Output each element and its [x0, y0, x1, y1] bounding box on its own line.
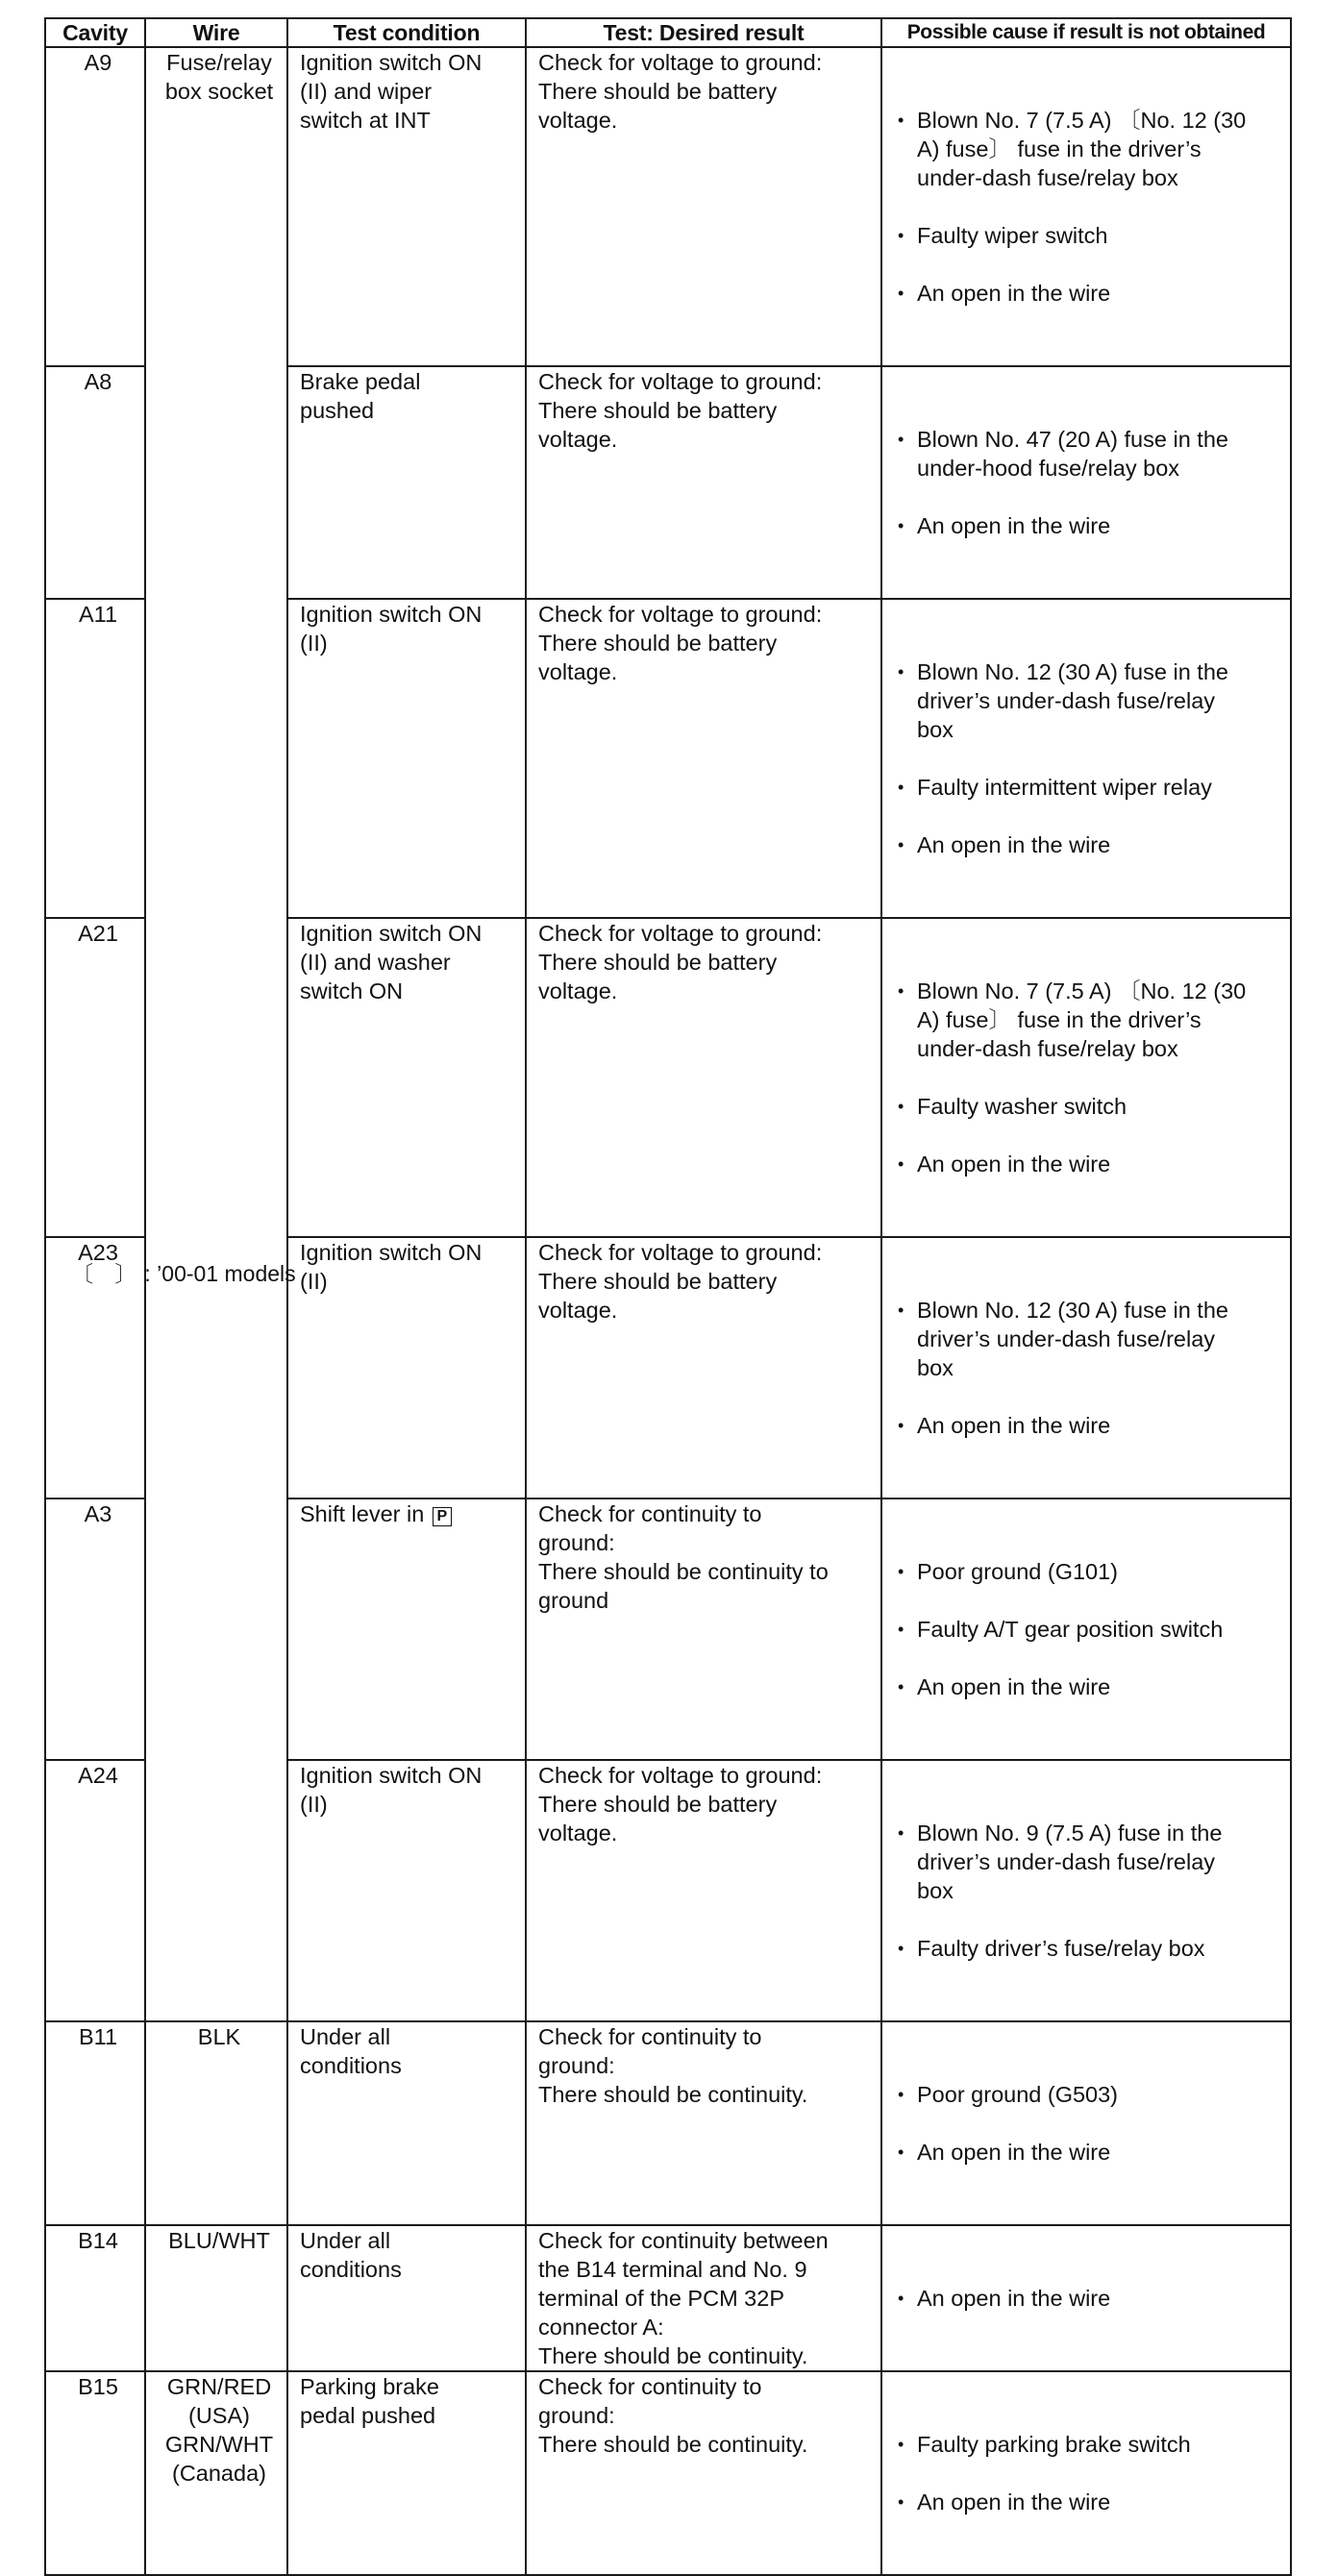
wire-cell: BLU/WHT	[145, 2225, 287, 2371]
cause-item: • An open in the wire	[894, 1411, 1284, 1440]
result-cell: Check for voltage to ground: There should be battery voltage.	[526, 918, 881, 1237]
cause-item: • Blown No. 7 (7.5 A) 〔No. 12 (30 A) fuse〕 fuse in the driver’s under-dash fuse/relay box	[894, 106, 1284, 192]
cause-list	[894, 1790, 1284, 1992]
result-cell: Check for continuity between the B14 terminal and No. 9 terminal of the PCM 32P connector A: There should be continuity.	[526, 2225, 881, 2371]
result-cell: Check for voltage to ground: There should be battery voltage.	[526, 1760, 881, 2021]
cause-item: • An open in the wire	[894, 830, 1284, 859]
cause-cell	[881, 1237, 1291, 1499]
cause-item: • An open in the wire	[894, 2488, 1284, 2516]
cause-item: • Blown No. 12 (30 A) fuse in the driver’s under-dash fuse/relay box	[894, 1296, 1284, 1382]
cause-cell	[881, 47, 1291, 366]
result-cell: Check for voltage to ground: There should be battery voltage.	[526, 47, 881, 366]
cause-item: • An open in the wire	[894, 1672, 1284, 1701]
cause-list	[894, 2401, 1284, 2545]
cause-item: • Faulty washer switch	[894, 1092, 1284, 1121]
wire-cell: GRN/RED (USA) GRN/WHT (Canada)	[145, 2371, 287, 2575]
header-cavity: Cavity	[45, 18, 145, 47]
header-desired-result: Test: Desired result	[526, 18, 881, 47]
cause-cell	[881, 918, 1291, 1237]
cause-cell	[881, 366, 1291, 599]
result-cell: Check for continuity to ground: There should be continuity to ground	[526, 1499, 881, 1760]
cause-item: • Poor ground (G101)	[894, 1557, 1284, 1586]
wire-cell: Fuse/relay box socket	[145, 47, 287, 2021]
cause-item: • Blown No. 12 (30 A) fuse in the driver’s under-dash fuse/relay box	[894, 657, 1284, 744]
condition-cell: Under all conditions	[287, 2225, 526, 2371]
header-wire: Wire	[145, 18, 287, 47]
cause-item: • Faulty intermittent wiper relay	[894, 773, 1284, 802]
cause-item: • An open in the wire	[894, 2138, 1284, 2167]
cause-item: • Poor ground (G503)	[894, 2080, 1284, 2109]
cause-cell	[881, 2371, 1291, 2575]
cavity-cell: B11	[45, 2021, 145, 2225]
footnote-bracket-symbol: 〔 〕	[71, 1261, 145, 1286]
cavity-cell: A9	[45, 47, 145, 366]
cause-item: • An open in the wire	[894, 511, 1284, 540]
cavity-cell: B15	[45, 2371, 145, 2575]
cause-cell	[881, 1760, 1291, 2021]
condition-cell: Ignition switch ON (II)	[287, 1760, 526, 2021]
condition-cell: Ignition switch ON (II) and washer switch ON	[287, 918, 526, 1237]
cavity-cell: B14	[45, 2225, 145, 2371]
table-row	[45, 2021, 1291, 2225]
result-cell: Check for continuity to ground: There should be continuity.	[526, 2371, 881, 2575]
condition-cell	[287, 1499, 526, 1760]
condition-cell: Ignition switch ON (II)	[287, 1237, 526, 1499]
cause-item: • Faulty wiper switch	[894, 221, 1284, 250]
cause-item: • An open in the wire	[894, 1150, 1284, 1178]
cavity-cell: A11	[45, 599, 145, 918]
table-row	[45, 47, 1291, 366]
cause-cell	[881, 1499, 1291, 1760]
condition-cell: Ignition switch ON (II)	[287, 599, 526, 918]
condition-cell: Ignition switch ON (II) and wiper switch at INT	[287, 47, 526, 366]
header-row	[45, 18, 1291, 47]
result-cell: Check for continuity to ground: There should be continuity.	[526, 2021, 881, 2225]
cause-item: • Blown No. 7 (7.5 A) 〔No. 12 (30 A) fuse〕 fuse in the driver’s under-dash fuse/relay box	[894, 977, 1284, 1063]
cause-item: • Faulty parking brake switch	[894, 2430, 1284, 2459]
cause-list	[894, 1267, 1284, 1469]
condition-cell: Parking brake pedal pushed	[287, 2371, 526, 2575]
condition-text: Shift lever in	[300, 1501, 425, 1526]
cavity-cell: A8	[45, 366, 145, 599]
condition-cell: Under all conditions	[287, 2021, 526, 2225]
cause-cell	[881, 2225, 1291, 2371]
footnote-text: : ’00-01 models	[144, 1261, 296, 1286]
cause-item: • Blown No. 9 (7.5 A) fuse in the driver’s under-dash fuse/relay box	[894, 1819, 1284, 1905]
diagnosis-table-container	[44, 17, 1290, 2576]
cause-item: • Faulty A/T gear position switch	[894, 1615, 1284, 1644]
wire-cell: BLK	[145, 2021, 287, 2225]
header-possible-cause: Possible cause if result is not obtained	[881, 18, 1291, 47]
cause-item: • Blown No. 47 (20 A) fuse in the under-hood fuse/relay box	[894, 425, 1284, 483]
cavity-cell: A21	[45, 918, 145, 1237]
park-position-symbol: P	[433, 1507, 452, 1526]
terminal-test-table	[44, 17, 1292, 2576]
result-cell: Check for voltage to ground: There should be battery voltage.	[526, 599, 881, 918]
footnote	[71, 1259, 296, 1288]
cause-list	[894, 629, 1284, 888]
cavity-cell: A23	[45, 1237, 145, 1499]
cause-list	[894, 1528, 1284, 1730]
cavity-cell: A3	[45, 1499, 145, 1760]
cause-list	[894, 2255, 1284, 2341]
condition-cell: Brake pedal pushed	[287, 366, 526, 599]
result-cell: Check for voltage to ground: There should be battery voltage.	[526, 1237, 881, 1499]
cavity-cell: A24	[45, 1760, 145, 2021]
cause-list	[894, 396, 1284, 569]
cause-item: • An open in the wire	[894, 2284, 1284, 2313]
cause-cell	[881, 2021, 1291, 2225]
cause-list	[894, 948, 1284, 1207]
cause-list	[894, 2051, 1284, 2195]
cause-cell	[881, 599, 1291, 918]
result-cell: Check for voltage to ground: There should be battery voltage.	[526, 366, 881, 599]
table-row	[45, 2225, 1291, 2371]
cause-item: • Faulty driver’s fuse/relay box	[894, 1934, 1284, 1963]
cause-item: • An open in the wire	[894, 279, 1284, 308]
table-row	[45, 2371, 1291, 2575]
cause-list	[894, 77, 1284, 336]
header-test-condition: Test condition	[287, 18, 526, 47]
